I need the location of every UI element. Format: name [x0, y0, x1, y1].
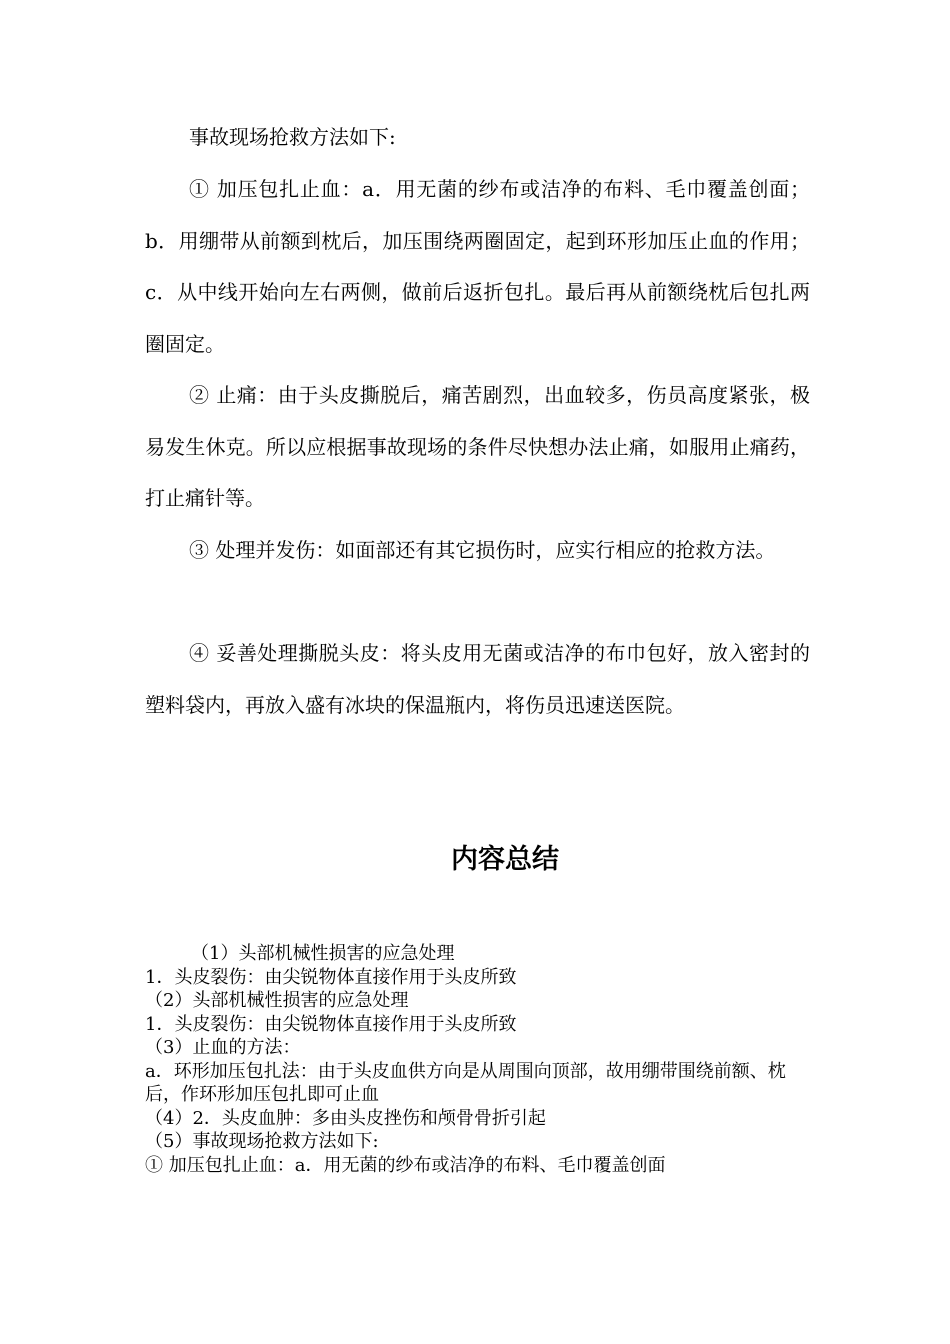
- summary-line: （2）头部机械性损害的应急处理: [145, 990, 409, 1011]
- summary-line: （4）2．头皮血肿：多由头皮挫伤和颅骨骨折引起: [145, 1107, 546, 1129]
- item-4-paragraph: ④ 妥善处理撕脱头皮：将头皮用无菌或洁净的布巾包好，放入密封的塑料袋内，再放入盛有冰块的保温瓶内，将伤员迅速送医院。: [145, 641, 810, 717]
- summary-line: 1．头皮裂伤：由尖锐物体直接作用于头皮所致: [145, 1013, 517, 1035]
- summary-line: ① 加压包扎止血：a．用无菌的纱布或洁净的布料、毛巾覆盖创面: [145, 1154, 666, 1176]
- summary-title: 内容总结: [451, 844, 559, 875]
- item-3-paragraph: ③ 处理并发伤：如面部还有其它损伤时，应实行相应的抢救方法。: [189, 538, 776, 562]
- summary-line: （1）头部机械性损害的应急处理: [191, 943, 455, 964]
- summary-line: （5）事故现场抢救方法如下:: [145, 1131, 379, 1152]
- summary-line: 1．头皮裂伤：由尖锐物体直接作用于头皮所致: [145, 966, 517, 988]
- summary-line: （3）止血的方法：: [145, 1037, 301, 1058]
- intro-paragraph: 事故现场抢救方法如下:: [189, 125, 396, 149]
- item-1-paragraph: ① 加压包扎止血：a．用无菌的纱布或洁净的布料、毛巾覆盖创面；b．用绷带从前额到枕后，加压围绕两圈固定，起到环形加压止血的作用；c．从中线开始向左右两侧，做前后返折包扎。最后再从前额绕枕后包扎两圈固定。: [145, 177, 810, 356]
- summary-list: [145, 942, 810, 1177]
- summary-line: a．环形加压包扎法：由于头皮血供方向是从周围向顶部，故用绷带围绕前额、枕后，作环形加压包扎即可止血: [145, 1060, 786, 1105]
- item-2-paragraph: ② 止痛：由于头皮撕脱后，痛苦剧烈，出血较多，伤员高度紧张，极易发生休克。所以应根据事故现场的条件尽快想办法止痛，如服用止痛药，打止痛针等。: [145, 383, 810, 510]
